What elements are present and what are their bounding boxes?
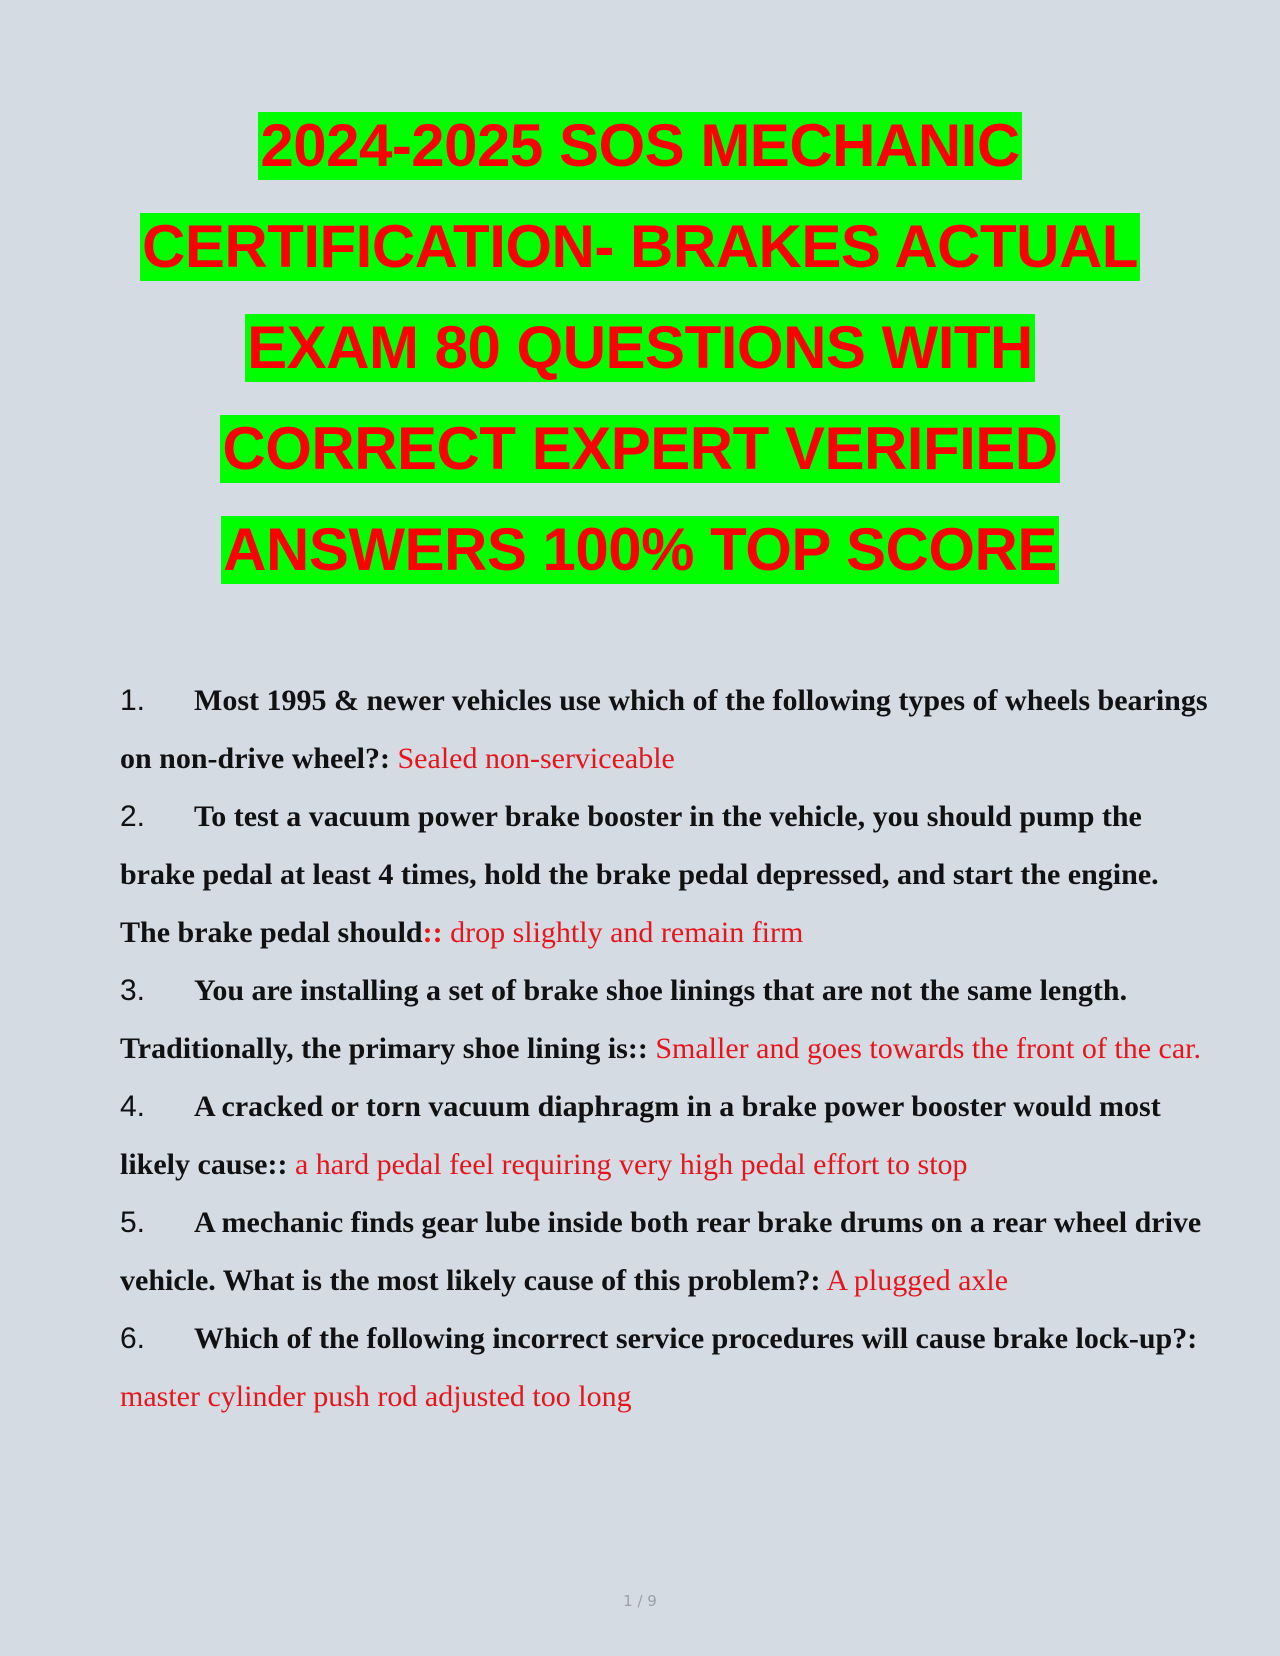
question-text: Most 1995 & newer vehicles use which of the following types of wheels bearings on non-drive wheel?: — [120, 684, 1208, 775]
question-number: 6. — [120, 1322, 146, 1355]
title-line: ANSWERS 100% TOP SCORE — [223, 516, 1057, 583]
question-item — [120, 672, 1210, 788]
question-text: A mechanic finds gear lube inside both rear brake drums on a rear wheel drive vehicle. What is the most likely cause of this problem?: — [120, 1206, 1202, 1297]
title-line: CERTIFICATION- BRAKES ACTUAL — [142, 213, 1138, 280]
answer-text: Sealed non-serviceable — [397, 742, 675, 775]
question-item — [120, 1310, 1210, 1426]
question-number: 1. — [120, 684, 146, 717]
question-item — [120, 962, 1210, 1078]
answer-text: Smaller and goes towards the front of the car. — [655, 1032, 1201, 1065]
page-indicator: 1 / 9 — [623, 1592, 657, 1610]
question-list — [120, 672, 1210, 1426]
question-text: Which of the following incorrect service procedures will cause brake lock-up?: — [194, 1322, 1198, 1355]
question-number: 4. — [120, 1090, 146, 1123]
document-title — [0, 112, 1280, 617]
question-number: 2. — [120, 800, 146, 833]
title-line: CORRECT EXPERT VERIFIED — [222, 415, 1058, 482]
answer-text: a hard pedal feel requiring very high pedal effort to stop — [294, 1148, 968, 1181]
title-line: EXAM 80 QUESTIONS WITH — [247, 314, 1033, 381]
question-text: You are installing a set of brake shoe linings that are not the same length. Traditionally, the primary shoe lining is:: — [120, 974, 1128, 1065]
answer-text: drop slightly and remain firm — [450, 916, 804, 949]
title-line: 2024-2025 SOS MECHANIC — [260, 112, 1020, 179]
question-item — [120, 1078, 1210, 1194]
question-number: 3. — [120, 974, 146, 1007]
question-item — [120, 788, 1210, 962]
answer-text: A plugged axle — [826, 1264, 1009, 1297]
answer-separator: :: — [422, 916, 443, 949]
answer-text: master cylinder push rod adjusted too long — [120, 1380, 632, 1413]
question-item — [120, 1194, 1210, 1310]
question-text: To test a vacuum power brake booster in the vehicle, you should pump the brake pedal at least 4 times, hold the brake pedal depressed, and start the engine. The brake pedal should — [120, 800, 1159, 949]
question-text: A cracked or torn vacuum diaphragm in a brake power booster would most likely cause:: — [120, 1090, 1161, 1181]
question-number: 5. — [120, 1206, 146, 1239]
